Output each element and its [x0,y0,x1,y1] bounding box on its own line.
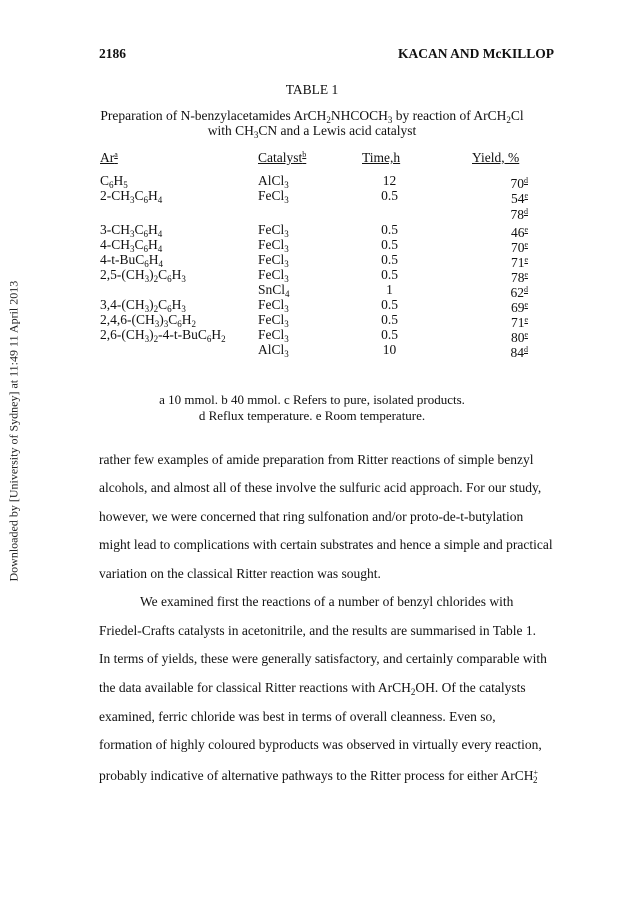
cell-catalyst: FeCl$_3$ [258,188,289,205]
paragraph-line: We examined first the reactions of a number of benzyl chlorides with [140,594,514,609]
cell-aryl: $3,4-(CH_3)_2C_6H_3$ [100,297,186,314]
cell-catalyst: FeCl$_3$ [258,267,289,284]
cell-aryl: $4-CH_3C_6H_4$ [100,237,163,254]
cell-yield: 78e [510,270,528,285]
cell-aryl: $C_6H_5$ [100,173,128,190]
paragraph-line: might lead to complications with certain substrates and hence a simple and practical [99,537,553,552]
cell-yield: 69e [510,300,528,315]
cell-aryl: $2,6-(CH_3)_2-4-t-BuC_6H_2$ [100,327,226,344]
cell-yield: 54e [510,191,528,206]
cell-catalyst: AlCl$_3$ [258,173,289,190]
cell-time: 0.5 [381,188,398,203]
paragraph-line: rather few examples of amide preparation from Ritter reactions of simple benzyl [99,452,534,467]
paragraph-line: In terms of yields, these were generally satisfactory, and certainly comparable with [99,651,547,666]
download-watermark: Downloaded by [University of Sydney] at 11:49 11 April 2013 [6,280,21,582]
cell-time: 0.5 [381,222,398,237]
column-header: Yield, % [472,150,520,165]
cell-catalyst: SnCl$_4$ [258,282,290,299]
cell-time: 0.5 [381,267,398,282]
running-head: KACAN AND McKILLOP [398,46,554,61]
cell-yield: 46e [510,225,528,240]
cell-time: 0.5 [381,252,398,267]
table-footnote-2: d Reflux temperature. e Room temperature. [198,408,426,423]
paragraph-line: Friedel-Crafts catalysts in acetonitrile, and the results are summarised in Table 1. [99,623,537,638]
paragraph-line: however, we were concerned that ring sulfonation and/or proto-de-t-butylation [99,509,524,524]
cell-catalyst: FeCl$_3$ [258,327,289,344]
cell-catalyst: FeCl$_3$ [258,237,289,254]
cell-time: 0.5 [381,327,398,342]
cell-time: 12 [382,173,397,188]
column-header: Time,h [362,150,401,165]
paragraph-line: examined, ferric chloride was best in terms of overall cleanness. Even so, [99,709,496,724]
cell-time: 1 [386,282,393,297]
cell-catalyst: FeCl$_3$ [258,222,289,239]
cell-aryl: $4-t-BuC_6H_4$ [100,252,164,269]
cell-catalyst: FeCl$_3$ [258,252,289,269]
paragraph-line: formation of highly coloured byproducts was observed in virtually every reaction, [99,737,542,752]
cell-catalyst: AlCl$_3$ [258,342,289,359]
cell-yield: 71e [510,255,528,270]
cell-aryl: $2,4,6-(CH_3)_3C_6H_2$ [100,312,197,329]
cell-time: 0.5 [381,312,398,327]
paragraph-line: alcohols, and almost all of these involve the sulfuric acid approach. For our study, [99,480,542,495]
cell-yield: 70e [510,240,528,255]
cell-yield: 84$^d$ [510,345,528,360]
paragraph-line: variation on the classical Ritter reaction was sought. [99,566,381,581]
paragraph-line: probably indicative of alternative pathways to the Ritter process for either ArCH+$_2$ [99,768,539,785]
cell-yield: 71e [510,315,528,330]
cell-aryl: $2-CH_3C_6H_4$ [100,188,163,205]
column-header: Ar$^a$ [100,150,118,165]
table-caption-line-1: Preparation of N-benzylacetamides $ArCH_2NHCOCH_3$ by reaction of ArCH$_2$Cl [100,108,524,125]
cell-yield: 80e [510,330,528,345]
cell-catalyst: FeCl$_3$ [258,312,289,329]
table-caption-line-2: with $CH_3CN$ and a Lewis acid catalyst [207,123,417,140]
cell-yield: 78$^d$ [510,207,528,222]
table-footnote-1: a 10 mmol. b 40 mmol. c Refers to pure, isolated products. [159,392,465,407]
table-title: TABLE 1 [285,82,339,97]
cell-catalyst: FeCl$_3$ [258,297,289,314]
cell-time: 0.5 [381,297,398,312]
cell-time: 10 [382,342,397,357]
cell-aryl: $3-CH_3C_6H_4$ [100,222,163,239]
paragraph-line: the data available for classical Ritter reactions with ArCH$_2$OH. Of the catalysts [99,680,526,697]
cell-yield: 62$^d$ [510,285,528,300]
cell-aryl: $2,5-(CH_3)_2C_6H_3$ [100,267,186,284]
page-number: 2186 [99,46,126,61]
cell-yield: 70$^d$ [510,176,528,191]
cell-time: 0.5 [381,237,398,252]
column-header: Catalyst$^b$ [258,150,307,165]
